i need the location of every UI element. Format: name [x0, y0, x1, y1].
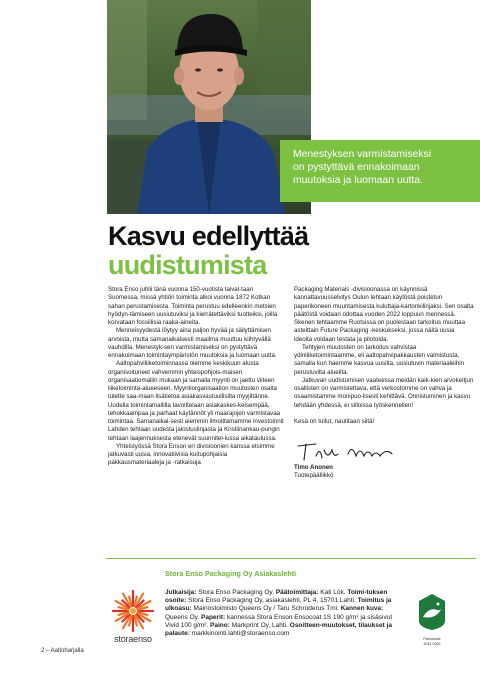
credit-label: Toimitus ja ulkoasu: [165, 597, 392, 613]
paragraph: Menneisyydestä löytyy aina paljon hyvää ja säilyttämisen arvoista, mutta samanaikaisesti maailma muuttuu kiihtyvällä vauhdilla. Menestyk-sen varmistamiseksi on pystyttävä ennakoimaan toimintaympäristön muutoksia ja luomaan uutta. [108, 327, 277, 359]
paragraph: Packaging Materials -divisioonassa on käynnissä kannattavuusselvitys Oulun tehtaan käytöstä poistetun paperikoneen muuntamisesta kuluttaja-kartonkilinjaksi. Sen osalta päätöstä voidaan odottaa vuoden 2022 loppuun mennessä. Skenen tehtaamme Ruotsissa on puolestaan tarkoitus muuttaa asteittain Future Packaging -keskukseksi, jossa näitä uusia ideoita voidaan testata ja pilotoida. [294, 286, 474, 343]
ecolabel-text-2: 4041 0062 [423, 642, 441, 647]
signer-title: Tuotepäällikkö [294, 472, 334, 480]
logo-center [130, 608, 136, 614]
footer-divider [106, 558, 476, 559]
page-number: 2 – Aaltoharjalla [41, 648, 84, 654]
credit-value: Stora Enso Packaging Oy. [196, 589, 276, 596]
credit-value: kannessa Stora Enson Ensocoat 1S 190 g/m² ja sisäsivut Vivid 100 g/m². [165, 613, 393, 629]
paragraph: Jatkuvan uudistumisen vaateessa meidän kaik-kien arvokeitjun osallisten on varmistettava, että verkostomme on vahva ja osaamistamme monipuo-lisesti kehittävä. Onnistuminen ja kasvu tehdään yhdessä, ei silloissa työskennellen! [294, 376, 474, 409]
swan-ecolabel-icon [417, 593, 447, 631]
credit-value: Stora Enso Packaging Oy, asiakaslehti, PL 4, 15701 Lahti. [186, 597, 358, 605]
ecolabel-text-1: Painotuote [423, 637, 441, 641]
credit-label: Osoitteen-muutokset, tilaukset ja palaute: [165, 621, 392, 638]
credit-label: Päätoimittaja: [275, 589, 319, 596]
credit-label: Kannen kuva: [340, 605, 384, 613]
headline [108, 222, 308, 280]
logo-wordmark: storaenso [114, 634, 152, 644]
credit-value: Kati Lök. [318, 589, 348, 596]
pull-quote-box [280, 140, 480, 202]
paragraph: Aaltopahviliiketoiminnassa olemme keskikuun alusta organisoituneet vahvemmin yhteispohjois-maisen organisaatiomallin mukaan ja samalla myynti on jaettu viiteen liiketoiminta-alueeseen. Myyntiorganisaation muutosten osalta tulette saa-maan lisätietoa asiakasvastuullisilta myyjiltänne. Uudella toimintamallilla tavoittelaan asiakaskes-keisempää, tehokkaampaa ja parhaat käytännöt yli maarajojen varmistavaa toimintaa. Samanaikai-sesti aiemmin ilmoittamamme investoinnit Lahden tehtaan uudesta jalostuslinjasta ja Kristiinankau-pungin tehtaan laajennuksesta etenevät suunnitel-lussa aikataulussa. [108, 360, 284, 442]
pull-quote-line: on pystyttävä ennakoimaan [293, 162, 420, 173]
sunburst-logo-icon [111, 589, 155, 633]
imprint-text [165, 589, 395, 638]
pull-quote-line: Menestyksen varmistamiseksi [293, 149, 432, 160]
pull-quote-line: muutoksia ja luomaan uutta. [293, 175, 423, 186]
paragraph: Yhteistyössä Stora Enson eri divisioonien kanssa etsimme jatkuvasti uusia, innovatiivisia kuitupohjaisia pakkausmateriaaleja ja -ratkaisuja. [108, 442, 275, 467]
headline-line-1: Kasvu edellyttää [108, 221, 309, 251]
closing-line: Kesä on tullut, nautitaan siitä! [294, 417, 375, 425]
handwritten-signature [294, 436, 474, 464]
credit-value: Queens Oy. [165, 613, 202, 621]
credit-label: Toimi-tuksen osoite: [165, 589, 388, 605]
paragraph: Stora Enso juhlii tänä vuonna 150-vuotista taival-taan Suomessa, missä yhtiön toiminta alkoi vuonna 1872 Kotkan sahan perustamisesta. Toiminta perustuu edelleenkin metsien hyödyn-tämiseen uusiutuviksi ja kierrätettäviksi tuotteiksi, joilla korvataan fossiilisia raaka-aineita. [108, 286, 278, 326]
article-column-1 [108, 286, 284, 468]
signature-scribble [294, 436, 404, 464]
headline-line-2: uudistumista [108, 250, 267, 280]
credit-value: Mainostoimisto Queens Oy / Taru Schroderus Tmi. [191, 605, 341, 613]
footer-title: Stora Enso Packaging Oy Asiakaslehti [165, 569, 297, 578]
article-column-2 [294, 286, 474, 481]
credit-label: Paino: [210, 621, 230, 629]
credit-label: Julkaisija: [165, 589, 197, 596]
paragraph: Tehtyjen muutosten on tarkoitus vahvistaa ydinliiketoimintaamme, eli aaltopahvipakkausten valmistusta, samalla kun haemme kasvua uusilta, uusiutuvin materiaaleihin perustuvilta alueilta. [294, 343, 464, 376]
credit-value: markkinointi.lahti@storaenso.com [189, 630, 290, 638]
credit-label: Paperit: [201, 613, 226, 621]
signer-name: Timo Anonen [294, 464, 333, 471]
credit-value: Markprint Oy, Lahti. [229, 621, 290, 629]
stora-enso-logo [107, 589, 159, 647]
nordic-swan-ecolabel [415, 593, 449, 645]
